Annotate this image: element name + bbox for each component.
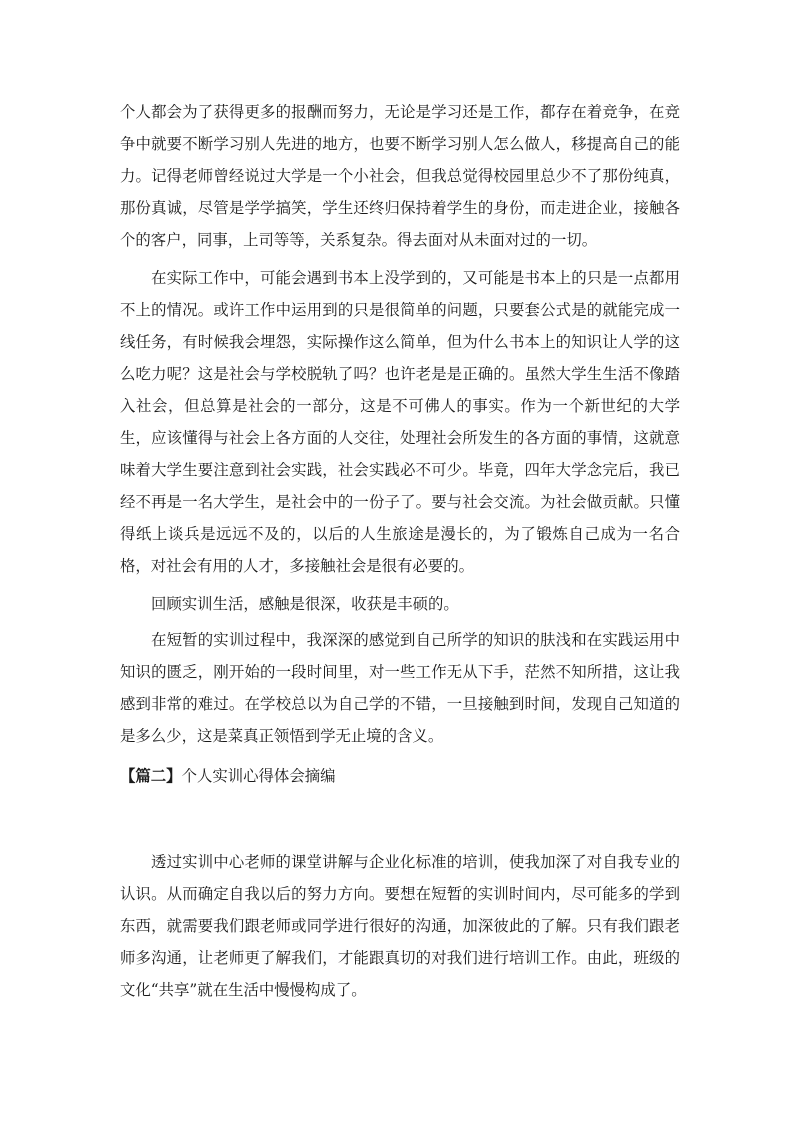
paragraph-1: 个人都会为了获得更多的报酬而努力，无论是学习还是工作，都存在着竞争，在竞争中就要不断学习别人先进的地方，也要不断学习别人怎么做人，移提高自己的能力。记得老师曾经说过大学是一个小社会，但我总觉得校园里总少不了那份纯真，那份真诚，尽管是学学搞笑，学生还终归保持着学生的身份，而走进企业，接触各个的客户，同事，上司等等，关系复杂。得去面对从未面对过的一切。 (120, 103, 680, 249)
paragraph-2: 在实际工作中，可能会遇到书本上没学到的，又可能是书本上的只是一点都用不上的情况。或许工作中运用到的只是很简单的问题，只要套公式是的就能完成一线任务，有时候我会埋怨，实际操作这么简单，但为什么书本上的知识让人学的这么吃力呢？这是社会与学校脱轨了吗？也许老是是正确的。虽然大学生生活不像踏入社会，但总算是社会的一部分，这是不可佛人的事实。作为一个新世纪的大学生，应该懂得与社会上各方面的人交往，处理社会所发生的各方面的事情，这就意味着大学生要注意到社会实践，社会实践必不可少。毕竟，四年大学念完后，我已经不再是一名大学生，是社会中的一份子了。要与社会交流。为社会做贡献。只懂得纸上谈兵是远远不及的，以后的人生旅途是漫长的，为了锻炼自己成为一名合格，对社会有用的人才，多接触社会是很有必要的。 (120, 269, 680, 575)
section-label: 【篇二】 (120, 767, 182, 785)
paragraph-5: 透过实训中心老师的课堂讲解与企业化标准的培训，使我加深了对自我专业的认识。从而确定自我以后的努力方向。要想在短暂的实训时间内，尽可能多的学到东西，就需要我们跟老师或同学进行很好的沟通，加深彼此的了解。只有我们跟老师多沟通，让老师更了解我们，才能跟真切的对我们进行培训工作。由此，班级的文化“共享”就在生活中慢慢构成了。 (120, 853, 680, 999)
section-heading (120, 760, 680, 792)
paragraph-4: 在短暂的实训过程中，我深深的感觉到自己所学的知识的肤浅和在实践运用中知识的匮乏，刚开始的一段时间里，对一些工作无从下手，茫然不知所措，这让我感到非常的难过。在学校总以为自己学的不错，一旦接触到时间，发现自己知道的是多么少，这是菜真正领悟到学无止境的含义。 (120, 631, 680, 745)
paragraph-3: 回顾实训生活，感触是很深，收获是丰硕的。 (151, 595, 459, 613)
section-title: 个人实训心得体会摘编 (181, 767, 336, 785)
